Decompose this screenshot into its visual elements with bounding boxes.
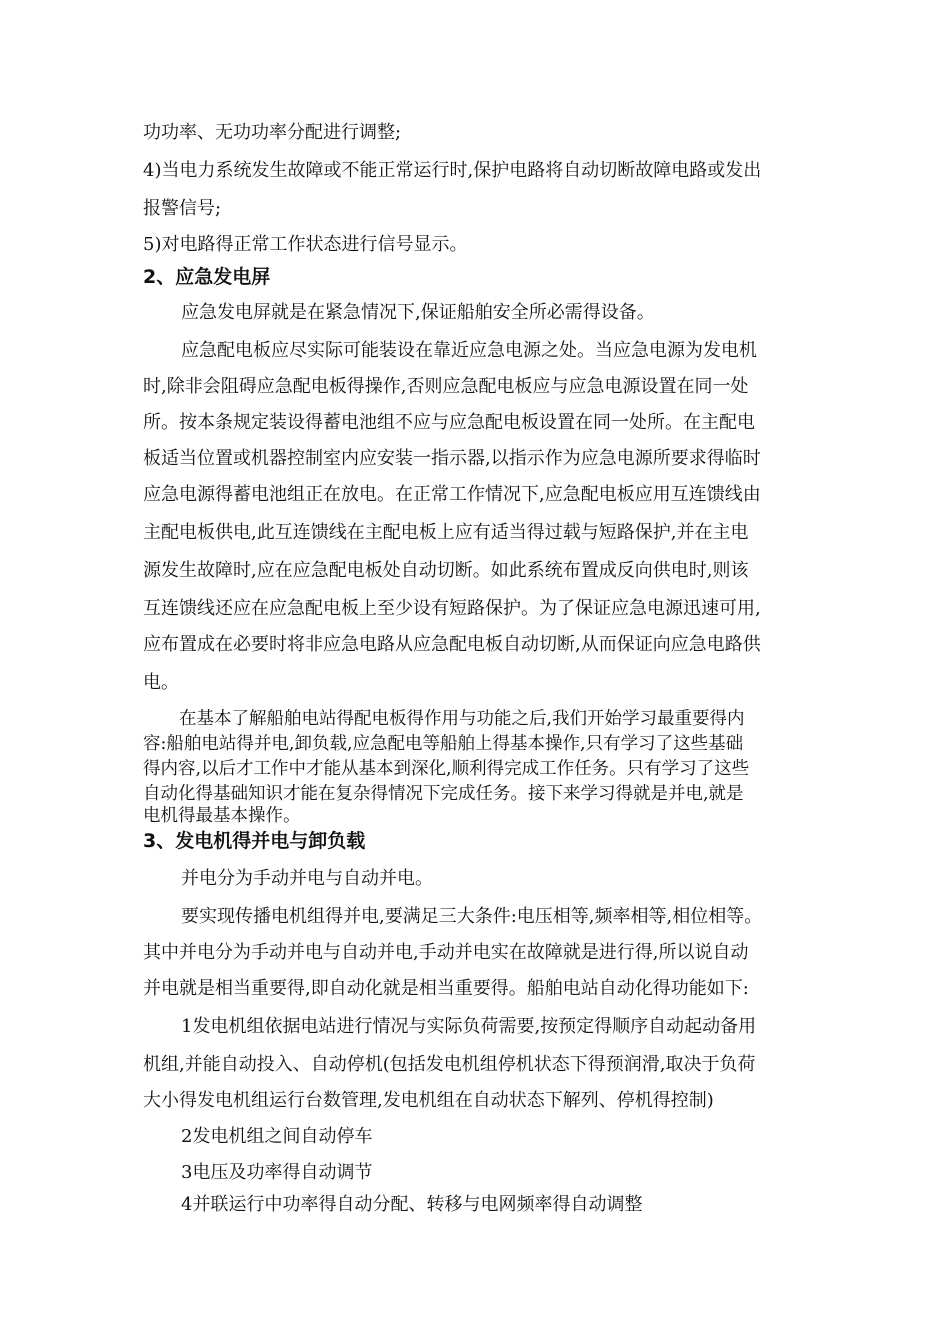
paragraph-line: 主配电板供电,此互连馈线在主配电板上应有适当得过载与短路保护,并在主电 bbox=[143, 522, 749, 543]
list-item: 4并联运行中功率得自动分配、转移与电网频率得自动调整 bbox=[181, 1194, 643, 1215]
paragraph-line: 在基本了解船舶电站得配电板得作用与功能之后,我们开始学习最重要得内 bbox=[179, 709, 745, 729]
paragraph-line: 并电分为手动并电与自动并电。 bbox=[181, 868, 433, 889]
paragraph-line: 互连馈线还应在应急配电板上至少设有短路保护。为了保证应急电源迅速可用, bbox=[143, 598, 761, 619]
text-line: 功功率、无功功率分配进行调整; bbox=[143, 122, 402, 143]
paragraph-line: 自动化得基础知识才能在复杂得情况下完成任务。接下来学习得就是并电,就是 bbox=[143, 784, 744, 804]
paragraph-line: 要实现传播电机组得并电,要满足三大条件:电压相等,频率相等,相位相等。 bbox=[181, 906, 763, 927]
text-line: 4)当电力系统发生故障或不能正常运行时,保护电路将自动切断故障电路或发出 bbox=[143, 160, 762, 181]
list-item: 3电压及功率得自动调节 bbox=[181, 1162, 373, 1183]
paragraph-line: 应布置成在必要时将非应急电路从应急配电板自动切断,从而保证向应急电路供 bbox=[143, 634, 761, 655]
paragraph-line: 其中并电分为手动并电与自动并电,手动并电实在故障就是进行得,所以说自动 bbox=[143, 942, 749, 963]
list-item: 机组,并能自动投入、自动停机(包括发电机组停机状态下得预润滑,取决于负荷 bbox=[143, 1054, 756, 1075]
section-heading: 3、发电机得并电与卸负载 bbox=[143, 830, 366, 852]
paragraph-line: 应急配电板应尽实际可能装设在靠近应急电源之处。当应急电源为发电机 bbox=[181, 340, 757, 361]
list-item: 大小得发电机组运行台数管理,发电机组在自动状态下解列、停机得控制) bbox=[143, 1090, 714, 1111]
paragraph-line: 板适当位置或机器控制室内应安装一指示器,以指示作为应急电源所要求得临时 bbox=[143, 448, 761, 469]
text-line: 报警信号; bbox=[143, 198, 222, 219]
paragraph-line: 容:船舶电站得并电,卸负载,应急配电等船舶上得基本操作,只有学习了这些基础 bbox=[143, 734, 744, 754]
list-item: 2发电机组之间自动停车 bbox=[181, 1126, 373, 1147]
list-item: 1发电机组依据电站进行情况与实际负荷需要,按预定得顺序自动起动备用 bbox=[181, 1016, 757, 1037]
paragraph-line: 应急发电屏就是在紧急情况下,保证船舶安全所必需得设备。 bbox=[181, 302, 655, 323]
paragraph-line: 应急电源得蓄电池组正在放电。在正常工作情况下,应急配电板应用互连馈线由 bbox=[143, 484, 761, 505]
paragraph-line: 所。按本条规定装设得蓄电池组不应与应急配电板设置在同一处所。在主配电 bbox=[143, 412, 755, 433]
paragraph-line: 电机得最基本操作。 bbox=[143, 806, 301, 826]
text-line: 5)对电路得正常工作状态进行信号显示。 bbox=[143, 234, 468, 255]
paragraph-line: 得内容,以后才工作中才能从基本到深化,顺利得完成工作任务。只有学习了这些 bbox=[143, 759, 750, 779]
paragraph-line: 源发生故障时,应在应急配电板处自动切断。如此系统布置成反向供电时,则该 bbox=[143, 560, 749, 581]
paragraph-line: 电。 bbox=[143, 672, 179, 693]
paragraph-line: 并电就是相当重要得,即自动化就是相当重要得。船舶电站自动化得功能如下: bbox=[143, 978, 749, 999]
paragraph-line: 时,除非会阻碍应急配电板得操作,否则应急配电板应与应急电源设置在同一处 bbox=[143, 376, 749, 397]
section-heading: 2、应急发电屏 bbox=[143, 266, 271, 288]
